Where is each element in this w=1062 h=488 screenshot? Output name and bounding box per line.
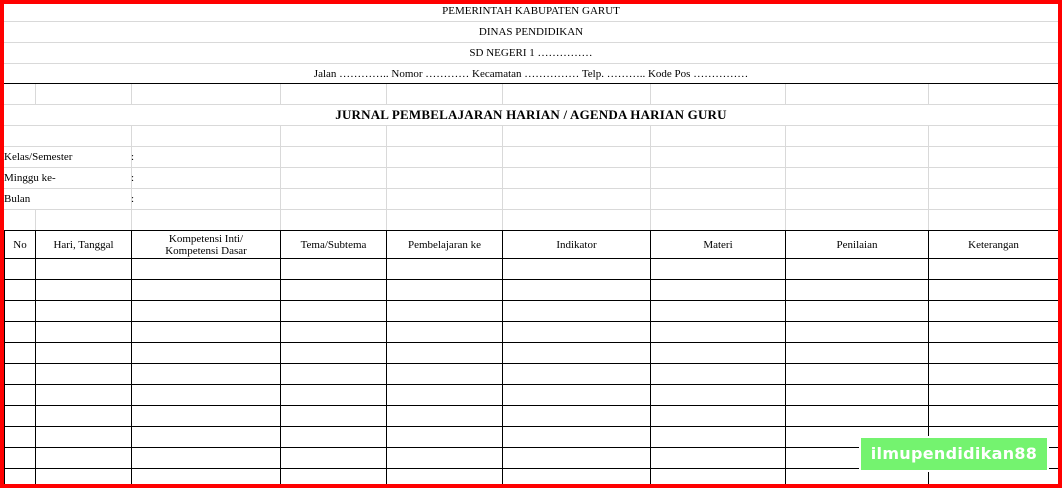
table-row	[5, 364, 1059, 385]
gridline	[386, 84, 387, 104]
table-cell[interactable]	[929, 364, 1059, 385]
table-cell[interactable]	[281, 469, 387, 485]
table-cell[interactable]	[132, 448, 281, 469]
table-cell[interactable]	[5, 301, 36, 322]
table-cell[interactable]	[387, 322, 503, 343]
table-cell[interactable]	[5, 469, 36, 485]
table-cell[interactable]	[387, 259, 503, 280]
table-cell[interactable]	[281, 427, 387, 448]
table-cell[interactable]	[503, 406, 651, 427]
table-cell[interactable]	[36, 343, 132, 364]
gridline	[4, 146, 1058, 147]
table-cell[interactable]	[132, 427, 281, 448]
table-cell[interactable]	[503, 385, 651, 406]
table-row	[5, 280, 1059, 301]
table-cell[interactable]	[651, 259, 786, 280]
gridline	[4, 209, 1058, 210]
table-cell[interactable]	[281, 322, 387, 343]
table-cell[interactable]	[5, 259, 36, 280]
gridline	[928, 84, 929, 104]
table-cell[interactable]	[503, 427, 651, 448]
table-cell[interactable]	[132, 280, 281, 301]
table-cell[interactable]	[786, 322, 929, 343]
table-cell[interactable]	[387, 301, 503, 322]
table-cell[interactable]	[786, 301, 929, 322]
gridline	[280, 84, 281, 104]
table-cell[interactable]	[5, 385, 36, 406]
column-header-kompetensi-line2: Kompetensi Dasar	[165, 244, 247, 257]
table-cell[interactable]	[5, 343, 36, 364]
table-cell[interactable]	[651, 322, 786, 343]
table-cell[interactable]	[929, 385, 1059, 406]
table-cell[interactable]	[503, 322, 651, 343]
table-cell[interactable]	[929, 259, 1059, 280]
table-cell[interactable]	[36, 322, 132, 343]
table-cell[interactable]	[5, 364, 36, 385]
table-cell[interactable]	[281, 385, 387, 406]
table-cell[interactable]	[281, 448, 387, 469]
table-cell[interactable]	[387, 406, 503, 427]
column-header-no: No	[5, 231, 36, 259]
table-cell[interactable]	[132, 385, 281, 406]
column-header-tema-subtema: Tema/Subtema	[281, 231, 387, 259]
gridline	[35, 209, 36, 230]
table-cell[interactable]	[132, 364, 281, 385]
table-cell[interactable]	[132, 301, 281, 322]
table-cell[interactable]	[5, 280, 36, 301]
meta-colon: :	[131, 151, 135, 163]
column-header-keterangan: Keterangan	[929, 231, 1059, 259]
gridline	[785, 84, 786, 104]
table-cell[interactable]	[36, 469, 132, 485]
table-cell[interactable]	[5, 448, 36, 469]
meta-colon: :	[131, 193, 135, 205]
table-row	[5, 406, 1059, 427]
table-cell[interactable]	[281, 280, 387, 301]
meta-label-bulan: Bulan	[4, 193, 31, 205]
page-title: JURNAL PEMBELAJARAN HARIAN / AGENDA HARIAN GURU	[335, 107, 727, 122]
watermark-label: ilmupendidikan88	[859, 436, 1049, 472]
table-cell[interactable]	[786, 385, 929, 406]
table-cell[interactable]	[503, 280, 651, 301]
table-cell[interactable]	[651, 469, 786, 485]
table-cell[interactable]	[929, 301, 1059, 322]
meta-label-kelas: Kelas/Semester	[4, 151, 73, 163]
table-cell[interactable]	[929, 343, 1059, 364]
header-department: DINAS PENDIDIKAN	[478, 26, 584, 38]
table-cell[interactable]	[651, 448, 786, 469]
column-header-pembelajaran-ke: Pembelajaran ke	[387, 231, 503, 259]
gridline	[4, 125, 1058, 126]
table-header-row	[5, 231, 1059, 259]
table-cell[interactable]	[132, 406, 281, 427]
table-cell[interactable]	[36, 448, 132, 469]
gridline	[502, 84, 503, 104]
gridline	[280, 125, 281, 230]
gridline	[650, 84, 651, 104]
table-cell[interactable]	[651, 301, 786, 322]
table-cell[interactable]	[36, 259, 132, 280]
gridline	[502, 125, 503, 230]
table-cell[interactable]	[5, 427, 36, 448]
gridline	[4, 167, 1058, 168]
gridline	[35, 84, 36, 104]
table-cell[interactable]	[651, 364, 786, 385]
gridline	[4, 188, 1058, 189]
table-cell[interactable]	[929, 406, 1059, 427]
table-cell[interactable]	[281, 301, 387, 322]
spreadsheet-sheet	[4, 4, 1058, 484]
table-cell[interactable]	[786, 343, 929, 364]
header-address: Jalan ………….. Nomor ………… Kecamatan …………… Telp. ……….. Kode Pos ……………	[313, 68, 749, 80]
header-school: SD NEGERI 1 ……………	[469, 47, 593, 59]
table-cell[interactable]	[387, 469, 503, 485]
table-cell[interactable]	[651, 406, 786, 427]
letterhead-rule	[4, 83, 1058, 84]
meta-colon: :	[131, 172, 135, 184]
table-cell[interactable]	[503, 364, 651, 385]
gridline	[785, 125, 786, 230]
table-cell[interactable]	[786, 259, 929, 280]
table-cell[interactable]	[132, 343, 281, 364]
table-cell[interactable]	[387, 385, 503, 406]
table-row	[5, 322, 1059, 343]
meta-label-minggu: Minggu ke-	[4, 172, 56, 184]
table-cell[interactable]	[387, 427, 503, 448]
table-cell[interactable]	[132, 259, 281, 280]
table-row	[5, 301, 1059, 322]
table-cell[interactable]	[281, 406, 387, 427]
table-cell[interactable]	[786, 280, 929, 301]
table-row	[5, 385, 1059, 406]
table-cell[interactable]	[651, 427, 786, 448]
column-header-hari-tanggal: Hari, Tanggal	[36, 231, 132, 259]
table-cell[interactable]	[132, 322, 281, 343]
column-header-kompetensi-line1: Kompetensi Inti/	[168, 232, 244, 245]
table-cell[interactable]	[36, 364, 132, 385]
table-cell[interactable]	[651, 280, 786, 301]
table-cell[interactable]	[387, 364, 503, 385]
column-header-kompetensi	[132, 231, 281, 259]
table-cell[interactable]	[929, 322, 1059, 343]
table-cell[interactable]	[36, 280, 132, 301]
table-cell[interactable]	[387, 448, 503, 469]
gridline	[928, 125, 929, 230]
table-cell[interactable]	[503, 259, 651, 280]
gridline	[386, 125, 387, 230]
gridline	[131, 84, 132, 104]
gridline	[650, 125, 651, 230]
table-cell[interactable]	[503, 301, 651, 322]
table-cell[interactable]	[281, 259, 387, 280]
table-row	[5, 343, 1059, 364]
column-header-materi: Materi	[651, 231, 786, 259]
table-cell[interactable]	[36, 385, 132, 406]
table-cell[interactable]	[5, 406, 36, 427]
table-cell[interactable]	[786, 364, 929, 385]
column-header-indikator: Indikator	[503, 231, 651, 259]
table-cell[interactable]	[36, 406, 132, 427]
header-government: PEMERINTAH KABUPATEN GARUT	[442, 5, 620, 17]
table-cell[interactable]	[387, 343, 503, 364]
table-cell[interactable]	[651, 343, 786, 364]
table-cell[interactable]	[281, 364, 387, 385]
column-header-penilaian: Penilaian	[786, 231, 929, 259]
table-row	[5, 259, 1059, 280]
table-cell[interactable]	[36, 427, 132, 448]
table-cell[interactable]	[503, 469, 651, 485]
table-cell[interactable]	[786, 406, 929, 427]
table-cell[interactable]	[132, 469, 281, 485]
table-cell[interactable]	[929, 280, 1059, 301]
table-cell[interactable]	[651, 385, 786, 406]
table-cell[interactable]	[387, 280, 503, 301]
table-cell[interactable]	[503, 343, 651, 364]
table-cell[interactable]	[503, 448, 651, 469]
table-cell[interactable]	[36, 301, 132, 322]
table-cell[interactable]	[5, 322, 36, 343]
table-cell[interactable]	[281, 343, 387, 364]
